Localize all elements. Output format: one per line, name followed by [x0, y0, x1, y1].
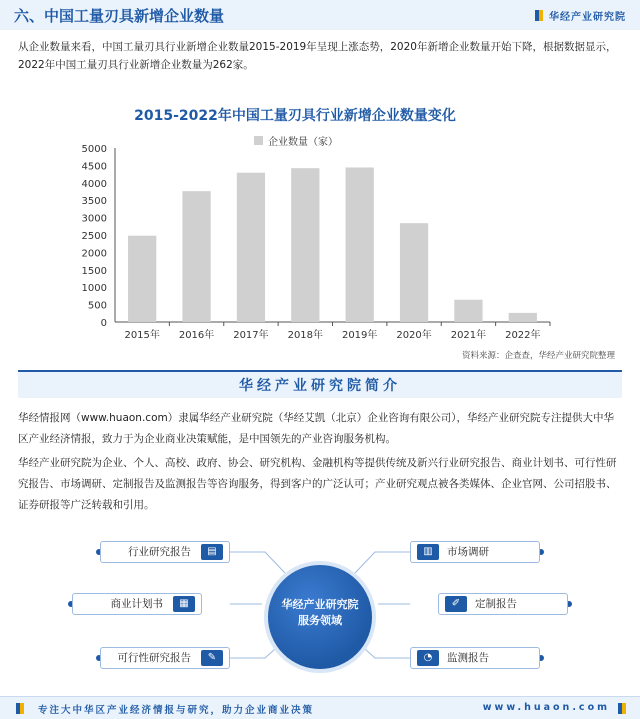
x-tick-label: 2016年 [178, 330, 215, 341]
service-market-research [410, 541, 540, 563]
y-tick-label: 3000 [81, 213, 107, 225]
chart-title: 2015-2022年中国工量刃具行业新增企业数量变化 [134, 108, 456, 124]
services-diagram [0, 528, 640, 688]
bar [346, 167, 374, 322]
bar [128, 236, 156, 322]
hub-line-2: 服务领域 [298, 614, 342, 627]
bar [509, 313, 537, 322]
bar [237, 173, 265, 322]
y-tick-label: 1500 [81, 265, 107, 277]
pen-document-icon: ✎ [201, 650, 223, 666]
bar-chart-icon: ▥ [417, 544, 439, 560]
document-icon: ▦ [173, 596, 195, 612]
bar [400, 223, 428, 322]
logo-icon [535, 10, 543, 21]
y-tick-label: 1000 [81, 283, 107, 295]
page-footer [0, 696, 640, 719]
x-tick-label: 2022年 [505, 330, 541, 341]
bar [454, 300, 482, 322]
bar-chart [70, 100, 630, 365]
services-hub [264, 561, 376, 673]
y-tick-label: 4500 [81, 161, 107, 173]
service-label: 行业研究报告 [128, 546, 191, 558]
service-label: 定制报告 [475, 598, 517, 610]
edit-report-icon: ✐ [445, 596, 467, 612]
y-tick-label: 4000 [81, 178, 107, 190]
service-custom-report [438, 593, 568, 615]
brand-logo [535, 8, 626, 23]
gauge-icon: ◔ [417, 650, 439, 666]
section-header [18, 370, 622, 398]
intro-paragraph-2: 华经产业研究院为企业、个人、高校、政府、协会、研究机构、金融机构等提供传统及新兴行业研究报告、商业计划书、可行性研究报告、市场调研、定制报告及监测报告等咨询服务，得到客户的广泛认可；产业研究观点被各类媒体、企业官网、公司招股书、证券研报等广泛转载和引用。 [18, 457, 617, 511]
hub-line-1: 华经产业研究院 [281, 598, 359, 611]
page-title: 六、中国工量刃具新增企业数量 [14, 7, 225, 25]
y-tick-label: 5000 [81, 144, 107, 155]
service-feasibility-report [100, 647, 230, 669]
footer-slogan: 专注大中华区产业经济情报与研究，助力企业商业决策 [38, 705, 315, 716]
service-industry-report [100, 541, 230, 563]
service-label: 可行性研究报告 [117, 652, 191, 664]
legend-swatch [254, 136, 263, 145]
footer-url[interactable]: www.huaon.com [482, 702, 610, 713]
brand-name: 华经产业研究院 [549, 12, 626, 23]
service-monitoring-report [410, 647, 540, 669]
y-tick-label: 2500 [81, 231, 107, 242]
y-tick-label: 3500 [81, 196, 107, 208]
y-tick-label: 500 [87, 300, 107, 312]
legend-label: 企业数量（家） [268, 137, 338, 148]
bar [291, 168, 319, 322]
y-tick-label: 0 [100, 318, 107, 329]
service-label: 市场调研 [447, 546, 489, 558]
page-header [0, 0, 640, 30]
chart-monitor-icon: ▤ [201, 544, 223, 560]
x-tick-label: 2020年 [396, 330, 432, 341]
x-tick-label: 2015年 [124, 330, 160, 341]
intro-paragraph-1: 华经情报网（www.huaon.com）隶属华经产业研究院（华经艾凯（北京）企业咨询有限公司），华经产业研究院专注提供大中华区产业经济情报，致力于为企业商业决策赋能，是中国领先的产业咨询服务机构。 [18, 412, 614, 445]
logo-icon [618, 703, 626, 714]
service-label: 监测报告 [447, 652, 489, 664]
bar [182, 191, 210, 322]
service-label: 商业计划书 [110, 598, 163, 610]
x-tick-label: 2017年 [233, 330, 269, 341]
chart-svg [70, 100, 630, 365]
intro-text: 从企业数量来看，中国工量刃具行业新增企业数量2015-2019年呈现上涨态势，2020年新增企业数量开始下降，根据数据显示，2022年中国工量刃具行业新增企业数量为262家。 [18, 41, 617, 71]
logo-icon [16, 703, 24, 714]
y-tick-label: 2000 [81, 248, 107, 260]
section-title: 华经产业研究院简介 [239, 378, 401, 394]
x-tick-label: 2018年 [287, 330, 324, 341]
service-business-plan [72, 593, 202, 615]
x-tick-label: 2019年 [341, 330, 378, 341]
x-tick-label: 2021年 [450, 330, 487, 341]
chart-source: 资料来源：企查查，华经产业研究院整理 [461, 351, 615, 361]
